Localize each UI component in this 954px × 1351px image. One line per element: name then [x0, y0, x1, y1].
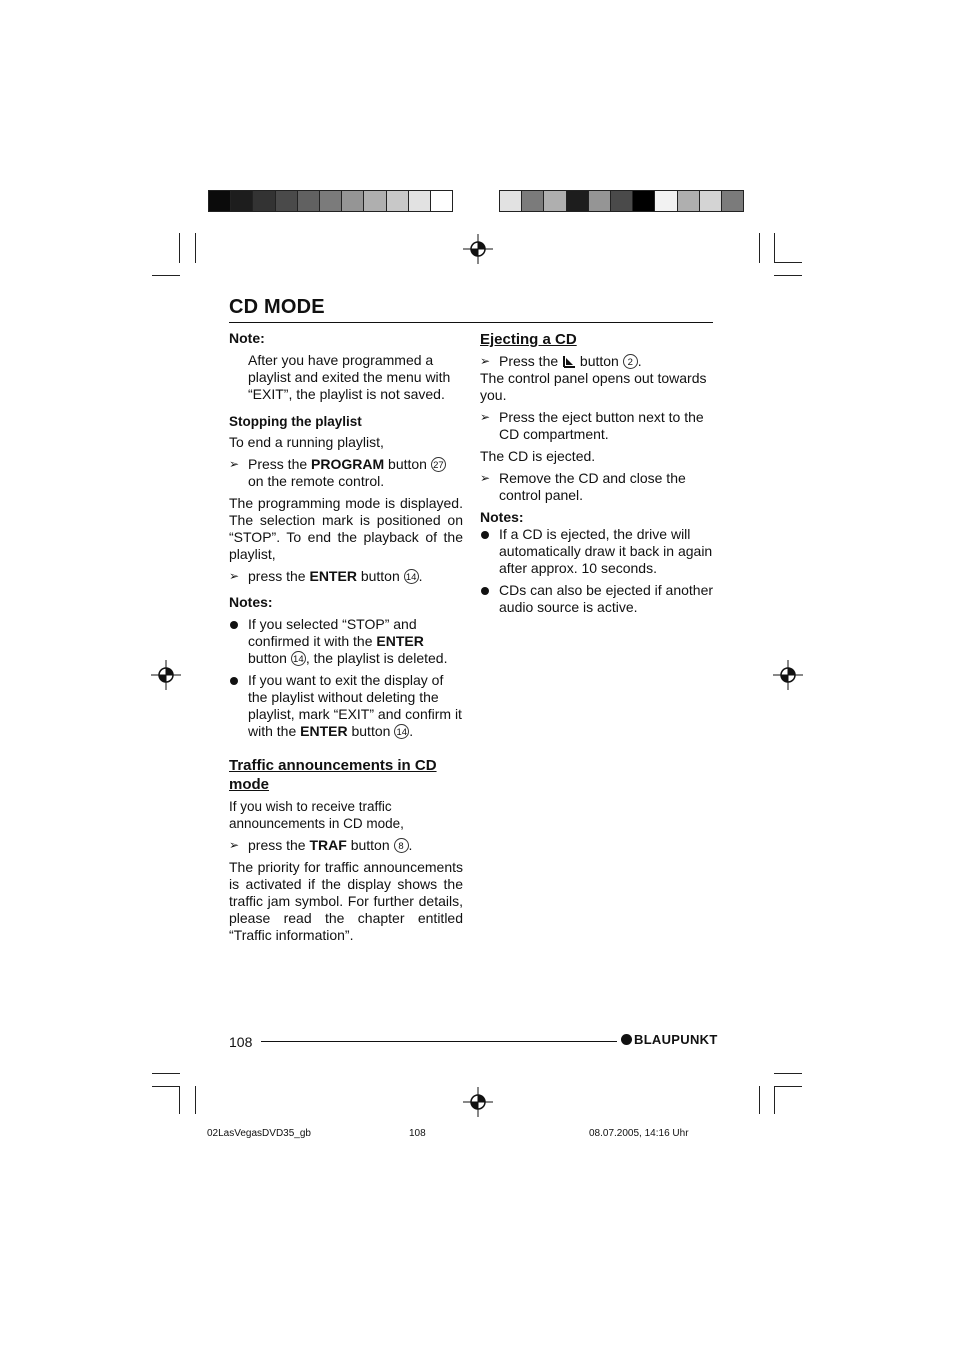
- page-title: CD MODE: [229, 296, 325, 318]
- bullet-icon: [230, 621, 238, 629]
- slug-date: 08.07.2005, 14:16 Uhr: [589, 1128, 689, 1139]
- crop-mark: [774, 275, 802, 276]
- calibration-swatch: [253, 191, 275, 211]
- button-number-badge: 27: [431, 457, 446, 472]
- arrow-right-icon: ➢: [229, 457, 240, 471]
- calibration-swatch: [700, 191, 722, 211]
- button-number-badge: 2: [623, 354, 638, 369]
- calibration-swatch: [231, 191, 253, 211]
- calibration-swatch: [276, 191, 298, 211]
- notes-label: Notes:: [480, 509, 524, 525]
- calibration-swatch: [364, 191, 386, 211]
- calibration-swatch: [387, 191, 409, 211]
- calibration-swatch: [722, 191, 743, 211]
- crop-mark: [774, 233, 775, 263]
- arrow-right-icon: ➢: [229, 838, 240, 852]
- program-key: PROGRAM: [311, 456, 385, 472]
- arrow-right-icon: ➢: [480, 354, 491, 368]
- bullet-icon: [481, 531, 489, 539]
- crop-mark: [179, 1086, 180, 1114]
- note-item: If you selected “STOP” and confirmed it with the ENTER button 14 , the playlist is deleted.: [229, 616, 463, 667]
- arrow-right-icon: ➢: [480, 471, 491, 485]
- note-item: CDs can also be ejected if another audio source is active.: [480, 582, 714, 616]
- eject-step-3: ➢ Remove the CD and close the control panel.: [480, 470, 686, 503]
- bullet-icon: [230, 677, 238, 685]
- traf-step: ➢ press the TRAF button 8 .: [229, 837, 413, 853]
- stop-intro: To end a running playlist,: [229, 434, 384, 450]
- brand-logo: [621, 1032, 718, 1047]
- crop-mark: [195, 1086, 196, 1114]
- note-item: If you want to exit the display of the playlist without deleting the playlist, mark “EXIT” and confirm it with the ENTER button 14 .: [229, 672, 463, 740]
- calibration-swatch: [522, 191, 544, 211]
- note-item: If a CD is ejected, the drive will automatically draw it back in again after approx. 10 seconds.: [480, 526, 714, 577]
- crop-mark: [195, 233, 196, 263]
- registration-target-icon: [463, 234, 493, 264]
- programming-mode-text: The programming mode is displayed. The selection mark is positioned on “STOP”. To end the playback of the playlist,: [229, 495, 463, 562]
- calibration-swatch: [209, 191, 231, 211]
- calibration-swatch: [633, 191, 655, 211]
- enter-step: ➢ press the ENTER button 14 .: [229, 568, 423, 584]
- crop-mark: [152, 1073, 180, 1074]
- arrow-right-icon: ➢: [480, 410, 491, 424]
- calibration-swatch: [500, 191, 522, 211]
- note-label: Note:: [229, 330, 265, 346]
- registration-target-icon: [151, 660, 181, 690]
- registration-target-icon: [773, 660, 803, 690]
- brand-dot-icon: [621, 1034, 632, 1045]
- calibration-swatch: [409, 191, 431, 211]
- right-column: [480, 330, 714, 621]
- eject-step-1: ➢ Press the button 2 .: [480, 353, 642, 369]
- calibration-swatch: [298, 191, 320, 211]
- button-number-badge: 14: [394, 724, 409, 739]
- bullet-icon: [481, 587, 489, 595]
- cd-ejected-text: The CD is ejected.: [480, 448, 596, 464]
- page-number: 108: [229, 1034, 253, 1050]
- crop-mark: [179, 233, 180, 263]
- button-number-badge: 14: [291, 651, 306, 666]
- brand-name: BLAUPUNKT: [634, 1032, 718, 1047]
- stopping-playlist-heading: Stopping the playlist: [229, 414, 362, 429]
- eject-step-2: ➢ Press the eject button next to the CD compartment.: [480, 409, 704, 442]
- crop-mark: [774, 262, 802, 263]
- stop-step: ➢ Press the PROGRAM button 27 on the remote control.: [229, 456, 463, 490]
- ejecting-heading: Ejecting a CD: [480, 331, 577, 348]
- button-number-badge: 14: [404, 569, 419, 584]
- note-text: After you have programmed a playlist and exited the menu with “EXIT”, the playlist is not saved.: [248, 352, 451, 402]
- calibration-swatch: [678, 191, 700, 211]
- calibration-swatch: [431, 191, 452, 211]
- calibration-swatch: [544, 191, 566, 211]
- crop-mark: [152, 275, 180, 276]
- arrow-right-icon: ➢: [229, 569, 240, 583]
- title-divider: [229, 322, 713, 323]
- calibration-swatch: [611, 191, 633, 211]
- crop-mark: [759, 233, 760, 263]
- left-column: [229, 330, 463, 949]
- calibration-swatch: [342, 191, 364, 211]
- button-number-badge: 8: [394, 838, 409, 853]
- crop-mark: [774, 1073, 802, 1074]
- calibration-swatch: [320, 191, 342, 211]
- traffic-intro: If you wish to receive traffic announcements in CD mode,: [229, 799, 404, 831]
- registration-target-icon: [463, 1087, 493, 1117]
- priority-text: The priority for traffic announcements is activated if the display shows the traffic jam symbol. For further details, please read the chapter entitled “Traffic information”.: [229, 859, 463, 943]
- crop-mark: [759, 1086, 760, 1114]
- crop-mark: [152, 1086, 180, 1087]
- calibration-swatch: [589, 191, 611, 211]
- calibration-swatch: [567, 191, 589, 211]
- slug-filename: 02LasVegasDVD35_gb: [207, 1128, 311, 1139]
- panel-opens-text: The control panel opens out towards you.: [480, 370, 707, 403]
- calibration-swatch: [655, 191, 677, 211]
- notes-label: Notes:: [229, 594, 273, 610]
- slug-page: 108: [409, 1128, 426, 1139]
- footer-divider: [261, 1041, 617, 1042]
- traffic-heading: Traffic announcements in CD mode: [229, 757, 437, 793]
- eject-open-icon: [562, 355, 576, 368]
- color-calibration-strip-left: [208, 190, 453, 212]
- crop-mark: [774, 1086, 775, 1114]
- color-calibration-strip-right: [499, 190, 744, 212]
- crop-mark: [774, 1086, 802, 1087]
